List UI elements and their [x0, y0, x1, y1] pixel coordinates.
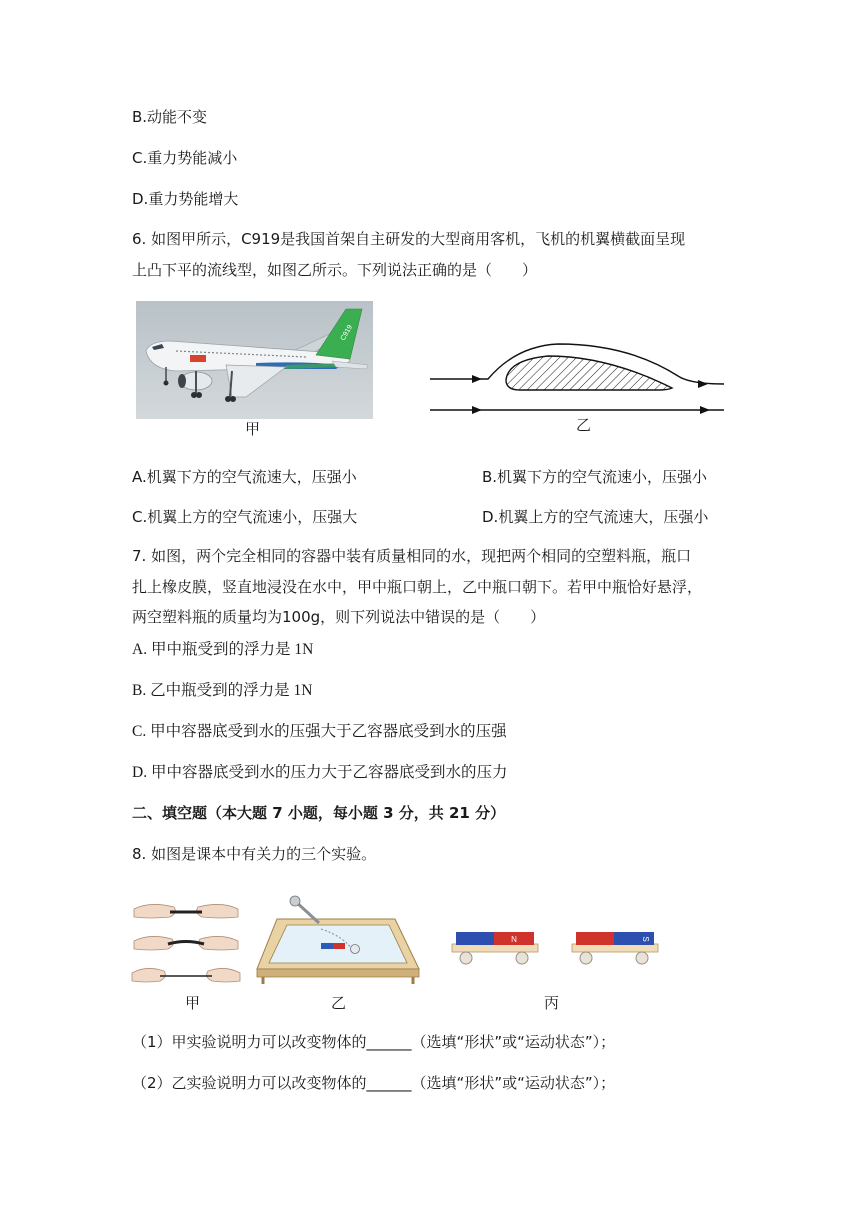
- q5-option-b: B.动能不变: [132, 108, 208, 126]
- magnet-car-left: [450, 926, 540, 970]
- q8-fig-jia-caption: 甲: [185, 994, 201, 1012]
- section-2-heading: 二、填空题（本大题 7 小题，每小题 3 分，共 21 分）: [132, 804, 506, 822]
- q8-fig-bing-caption: 丙: [544, 994, 560, 1012]
- magnet-car-right: [570, 926, 660, 970]
- q7-option-d: D. 甲中容器底受到水的压力大于乙容器底受到水的压力: [132, 764, 508, 781]
- q6-option-d: D.机翼上方的空气流速大，压强小: [482, 508, 709, 526]
- q7-stem-line1: 7. 如图，两个完全相同的容器中装有质量相同的水，现把两个相同的空塑料瓶，瓶口: [132, 547, 692, 565]
- c919-airplane-photo: [136, 301, 373, 419]
- magnet-steel-ball-table-figure: [255, 893, 421, 985]
- q6-option-b: B.机翼下方的空气流速小，压强小: [482, 468, 708, 486]
- q6-stem-line2: 上凸下平的流线型，如图乙所示。下列说法正确的是（ ）: [132, 261, 538, 279]
- q7-stem-line3: 两空塑料瓶的质量均为100g，则下列说法中错误的是（ ）: [132, 608, 546, 626]
- q7-stem-line2: 扎上橡皮膜，竖直地浸没在水中，甲中瓶口朝上，乙中瓶口朝下。若甲中瓶恰好悬浮，: [132, 578, 703, 596]
- q6-stem-line1: 6. 如图甲所示，C919是我国首架自主研发的大型商用客机，飞机的机翼横截面呈现: [132, 230, 686, 248]
- q7-option-b: B. 乙中瓶受到的浮力是 1N: [132, 682, 313, 699]
- hands-stretching-spring-figure: [130, 895, 242, 995]
- q8-sub1: （1）甲实验说明力可以改变物体的______（选填“形状”或“运动状态”）；: [132, 1033, 616, 1051]
- tail-fin-label: C919: [339, 324, 355, 342]
- magnet-n-label-left: N: [511, 935, 517, 944]
- q6-fig-jia-caption: 甲: [245, 420, 261, 438]
- q8-stem: 8. 如图是课本中有关力的三个实验。: [132, 845, 377, 863]
- q6-option-c: C.机翼上方的空气流速小，压强大: [132, 508, 358, 526]
- q7-option-a: A. 甲中瓶受到的浮力是 1N: [132, 641, 314, 658]
- q8-fig-yi-caption: 乙: [331, 994, 347, 1012]
- q6-option-a: A.机翼下方的空气流速大，压强小: [132, 468, 357, 486]
- magnet-s-label-right: S: [641, 936, 650, 942]
- q5-option-d: D.重力势能增大: [132, 190, 239, 208]
- q7-option-c: C. 甲中容器底受到水的压强大于乙容器底受到水的压强: [132, 723, 507, 740]
- q6-fig-yi-caption: 乙: [576, 416, 592, 434]
- q8-sub2: （2）乙实验说明力可以改变物体的______（选填“形状”或“运动状态”）；: [132, 1074, 616, 1092]
- q5-option-c: C.重力势能减小: [132, 149, 238, 167]
- wing-airflow-diagram: [428, 336, 728, 426]
